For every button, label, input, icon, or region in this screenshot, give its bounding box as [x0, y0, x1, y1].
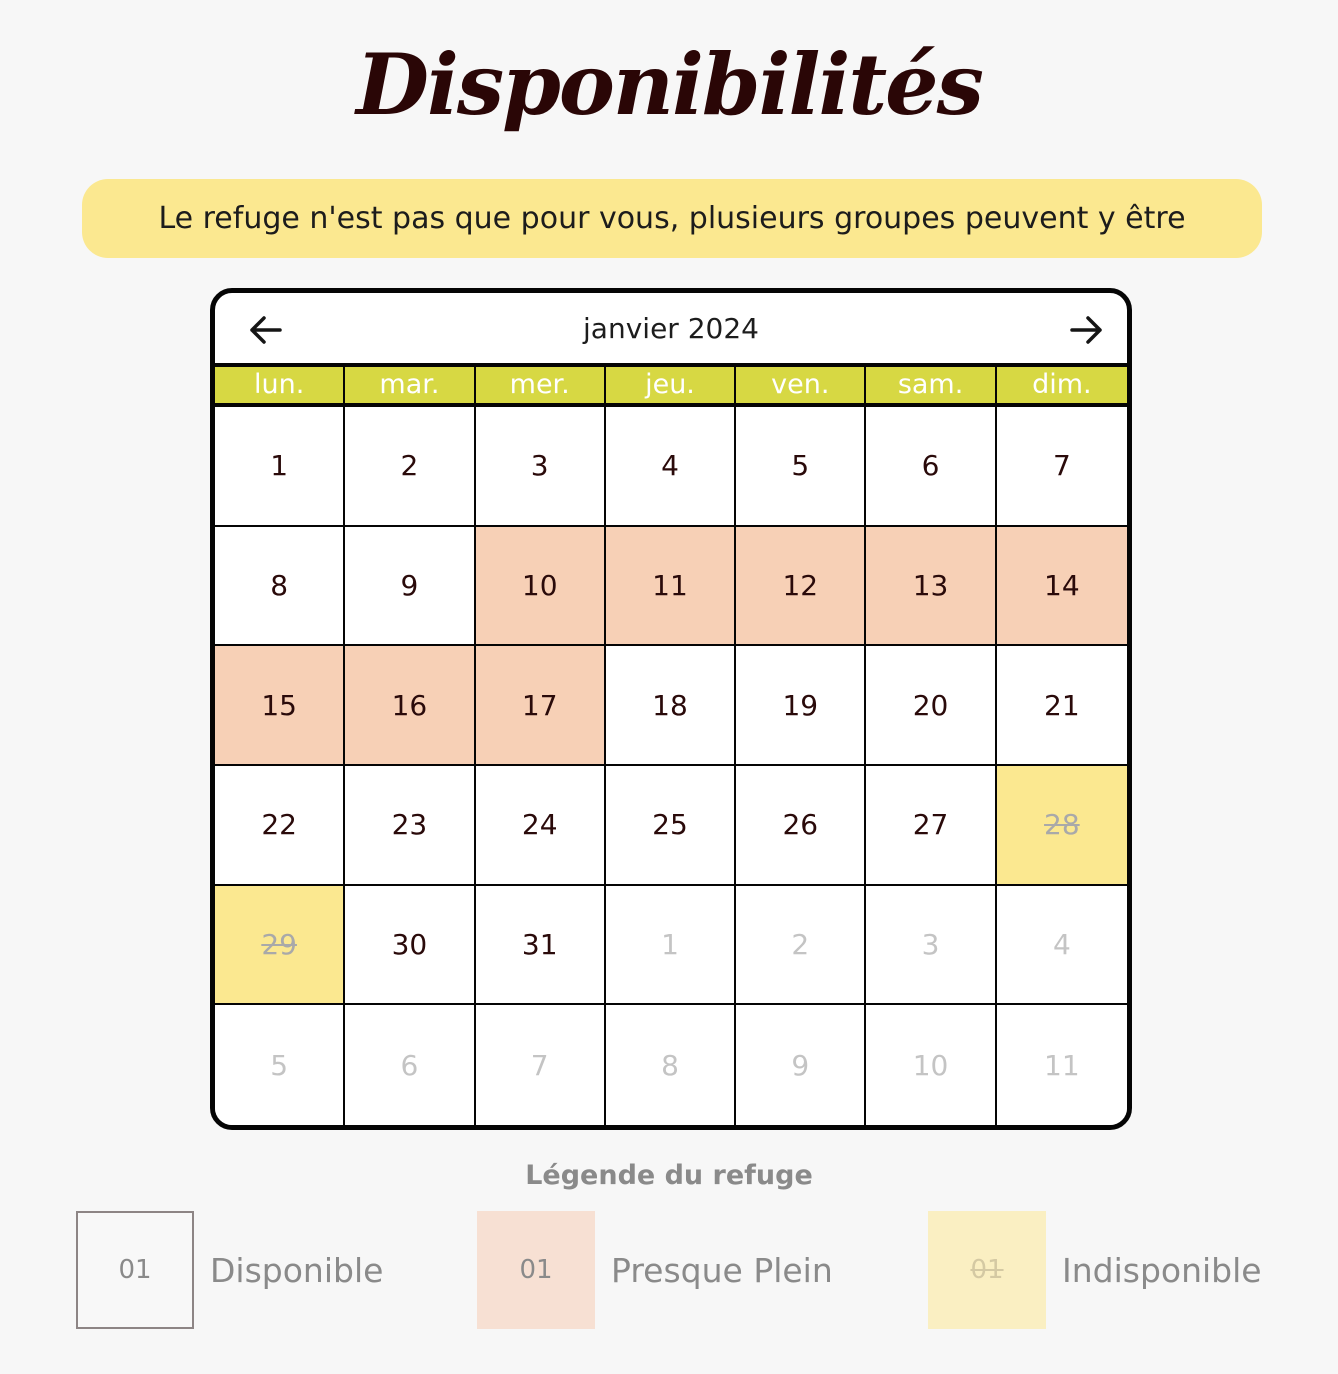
legend-item-available	[76, 1211, 383, 1329]
day-cell-other-month: 4	[997, 886, 1127, 1006]
day-grid	[215, 407, 1127, 1125]
legend-label-unavailable: Indisponible	[1062, 1250, 1262, 1290]
day-cell[interactable]: 24	[476, 766, 606, 886]
legend-swatch-available: 01	[76, 1211, 194, 1329]
weekday-label: mar.	[345, 367, 475, 403]
day-cell[interactable]: 8	[215, 527, 345, 647]
day-cell[interactable]: 7	[997, 407, 1127, 527]
day-cell[interactable]: 12	[736, 527, 866, 647]
legend-title: Légende du refuge	[525, 1160, 813, 1191]
day-cell[interactable]: 15	[215, 646, 345, 766]
weekday-label: dim.	[1032, 369, 1092, 400]
day-cell[interactable]: 16	[345, 646, 475, 766]
day-cell-other-month: 10	[866, 1005, 996, 1125]
legend-label-almost-full: Presque Plein	[611, 1250, 833, 1290]
calendar	[210, 288, 1132, 1130]
day-cell[interactable]: 3	[476, 407, 606, 527]
day-cell[interactable]: 6	[866, 407, 996, 527]
arrow-left-icon	[248, 315, 282, 345]
day-cell-other-month: 8	[606, 1005, 736, 1125]
day-cell[interactable]: 10	[476, 527, 606, 647]
legend-item-almost-full	[477, 1211, 833, 1329]
day-cell-other-month: 7	[476, 1005, 606, 1125]
day-cell[interactable]: 26	[736, 766, 866, 886]
day-cell[interactable]: 17	[476, 646, 606, 766]
day-cell[interactable]: 18	[606, 646, 736, 766]
day-cell-other-month: 5	[215, 1005, 345, 1125]
legend-swatch-almost-full: 01	[477, 1211, 595, 1329]
day-cell[interactable]: 20	[866, 646, 996, 766]
legend-item-unavailable	[928, 1211, 1262, 1329]
calendar-header	[215, 293, 1127, 367]
day-cell[interactable]: 14	[997, 527, 1127, 647]
day-cell: 29	[215, 886, 345, 1006]
arrow-right-icon	[1070, 315, 1104, 345]
info-banner-text: Le refuge n'est pas que pour vous, plusieurs groupes peuvent y être	[158, 201, 1186, 236]
weekday-label: sam.	[866, 367, 996, 403]
day-cell[interactable]: 22	[215, 766, 345, 886]
day-cell[interactable]: 27	[866, 766, 996, 886]
day-cell: 28	[997, 766, 1127, 886]
day-cell[interactable]: 23	[345, 766, 475, 886]
weekday-label: jeu.	[606, 367, 736, 403]
day-cell[interactable]: 19	[736, 646, 866, 766]
legend-label-available: Disponible	[210, 1250, 384, 1290]
day-cell[interactable]: 2	[345, 407, 475, 527]
day-cell[interactable]: 13	[866, 527, 996, 647]
day-cell-other-month: 6	[345, 1005, 475, 1125]
day-cell-other-month: 2	[736, 886, 866, 1006]
day-cell-other-month: 9	[736, 1005, 866, 1125]
next-month-button[interactable]	[1067, 310, 1107, 350]
weekday-label: ven.	[736, 367, 866, 403]
day-cell[interactable]: 25	[606, 766, 736, 886]
weekday-label: lun.	[215, 367, 345, 403]
day-cell-other-month: 11	[997, 1005, 1127, 1125]
day-cell[interactable]: 9	[345, 527, 475, 647]
month-label: janvier 2024	[583, 311, 759, 345]
day-cell[interactable]: 21	[997, 646, 1127, 766]
day-cell[interactable]: 30	[345, 886, 475, 1006]
day-cell-other-month: 3	[866, 886, 996, 1006]
prev-month-button[interactable]	[245, 310, 285, 350]
day-cell[interactable]: 5	[736, 407, 866, 527]
day-cell[interactable]: 4	[606, 407, 736, 527]
day-cell[interactable]: 1	[215, 407, 345, 527]
day-cell-other-month: 1	[606, 886, 736, 1006]
info-banner	[82, 179, 1262, 258]
weekday-bar	[215, 367, 1127, 407]
page-title: Disponibilités	[356, 35, 982, 134]
day-cell[interactable]: 11	[606, 527, 736, 647]
day-cell[interactable]: 31	[476, 886, 606, 1006]
legend-swatch-unavailable: 01	[928, 1211, 1046, 1329]
weekday-label: mer.	[476, 367, 606, 403]
